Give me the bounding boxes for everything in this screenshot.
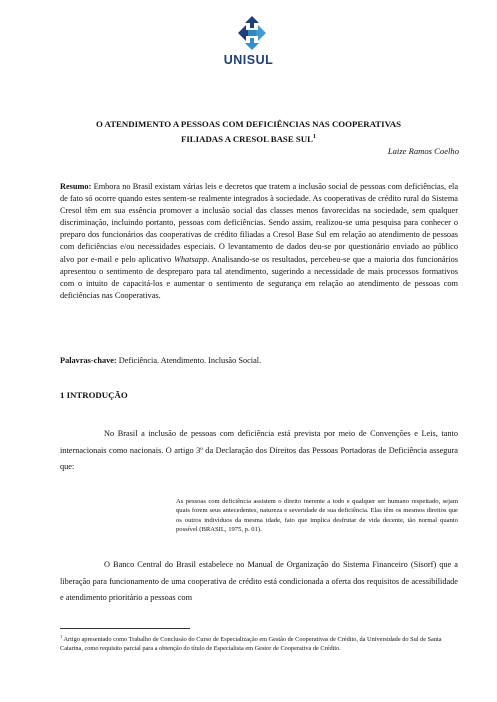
author-name: Laize Ramos Coelho (387, 146, 459, 156)
block-quote: As pessoas com deficiência assistem o direito inerente a todo e qualquer ser humano respeitado, sejam quais forem seus antecedentes, natureza e severidade de sua deficiência. Elas têm os mesmos direitos que os outros indivíduos da mesma idade, fato que implica desfrutar de vida decente, tão normal quanto possível (BRASIL, 1975, p. 01). (176, 498, 458, 534)
paragraph-1-text: No Brasil a inclusão de pessoas com deficiência está prevista por meio de Convenções e Leis, tanto internacionais como nacionais. O artigo 3º da Declaração dos Direitos das Pessoas Portadoras de Deficiência assegura que: (60, 429, 458, 471)
keywords-text: Deficiência. Atendimento. Inclusão Social. (118, 356, 262, 365)
footnote (60, 633, 458, 653)
abstract-text-end: . Analisando-se os resultados, percebeu-se que a maioria dos funcionários apresentou o sentimento de despreparo para tal atendimento, sugerindo a necessidade de mais processos formativos com o intuito de capacitá-los e aumentar o sentimento de segurança em relação ao atendimento de pessoas com deficiências nas Cooperativas. (60, 254, 458, 300)
title-line-1: O ATENDIMENTO A PESSOAS COM DEFICIÊNCIAS NAS COOPERATIVAS (95, 119, 402, 129)
keywords-label: Palavras-chave: (60, 356, 117, 365)
article-title (40, 118, 457, 146)
footnote-divider (60, 628, 190, 629)
title-line-2 (40, 131, 457, 146)
abstract (60, 181, 458, 302)
paragraph-2 (60, 557, 458, 607)
keywords (60, 355, 458, 367)
footnote-text: Artigo apresentado como Trabalho de Conclusão do Curso de Especialização em Gestão de Cooperativas de Crédito, da Universidade do Sul de Santa Catarina, como requisito parcial para a obtenção do título de Especialista em Gestor de Cooperativa de Crédito. (60, 636, 442, 652)
abstract-label: Resumo: (60, 182, 92, 191)
logo-wordmark: UNISUL (223, 53, 274, 67)
section-heading: 1 INTRODUÇÃO (60, 390, 128, 400)
footnote-mark: 1 (60, 634, 63, 639)
abstract-text: Embora no Brasil existam várias leis e decretos que tratem a inclusão social de pessoas com deficiências, ela de fato só ocorre quando estes sentem-se realmente integrados à sociedade. As cooperativas de crédito rural do Sistema Cresol têm em sua essência promover a inclusão social das classes menos favorecidas na sociedade, sem qualquer discriminação, incluindo portanto, pessoas com deficiências. Sendo assim, realizou-se uma pesquisa para conhecer o preparo dos funcionários das cooperativas de crédito filiadas a Cresol Base Sul em relação ao atendimento de pessoas com deficiências e/ou necessidades especiais. O levantamento de dados deu-se por questionário enviado ao público alvo por e-mail e pelo aplicativo (60, 182, 458, 264)
paragraph-2-text: O Banco Central do Brasil estabelece no Manual de Organização do Sistema Financeiro (Sisorf) que a liberação para funcionamento de uma cooperativa de crédito está condicionada a oferta dos requisitos de acessibilidade e atendimento prioritário a pessoas com (60, 560, 458, 602)
unisul-logo-icon (232, 13, 272, 53)
title-line-2-text: FILIADAS A CRESOL BASE SUL (181, 133, 313, 144)
paragraph-1 (60, 426, 458, 476)
title-footnote-mark: 1 (313, 134, 316, 140)
abstract-text-italic: Whatsapp (173, 254, 208, 264)
